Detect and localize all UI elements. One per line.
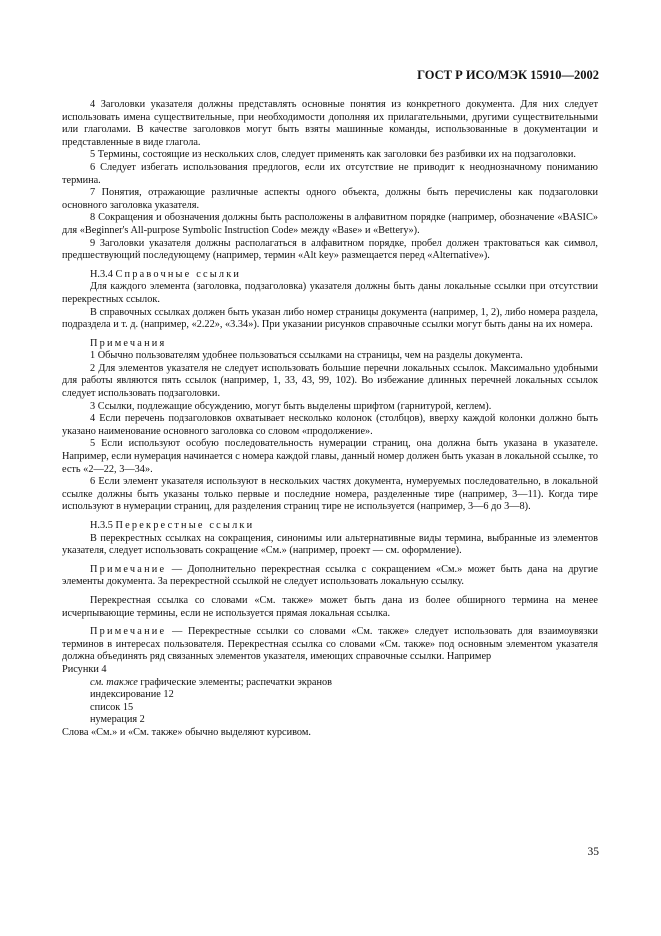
note-2: 2 Для элементов указателя не следует использовать большие перечни локальных ссылок. Максимально удобными для работы являются пять ссылок (например, 1, 33, 43, 99, 102). Во избежание длинных перечней локальных ссылок следует использовать подзаголовки. (62, 362, 598, 400)
body-text (62, 99, 598, 740)
final-sentence: Слова «См.» и «См. также» обычно выделяют курсивом. (62, 726, 311, 738)
section-h35-paragraph-1: В перекрестных ссылках на сокращения, синонимы или альтернативные виды термина, выбранные из элементов указателя, следует использовать сокращение «См.» (например, проект — см. оформление). (62, 532, 598, 557)
section-h34-paragraph-2: В справочных ссылках должен быть указан либо номер страницы документа (например, 1, 2), либо номера раздела, подраздела и т. д. (например, «2.22», «3.34»). При указании рисунков справочные ссылки могут быть даны на их номера. (62, 306, 598, 331)
paragraph-7: 7 Понятия, отражающие различные аспекты одного объекта, должны быть перечислены как подзаголовки основного заголовка указателя. (62, 187, 598, 211)
section-heading-h34 (62, 269, 598, 282)
note-label: Примечание (90, 563, 167, 575)
note-see-also (62, 626, 598, 664)
note-see (62, 564, 598, 589)
note-label: Примечание (90, 626, 167, 638)
example-list (62, 677, 598, 727)
section-number: Н.3.4 (90, 268, 113, 280)
section-title: Справочные ссылки (115, 268, 242, 280)
example-line-1-text: графические элементы; распечатки экранов (137, 676, 333, 688)
note-1: 1 Обычно пользователям удобнее пользоваться ссылками на страницы, чем на разделы документа. (90, 350, 523, 362)
note-3: 3 Ссылки, подлежащие обсуждению, могут быть выделены шрифтом (гарнитурой, кеглем). (90, 400, 492, 412)
section-h35-paragraph-2: Перекрестная ссылка со словами «См. также» может быть дана из более обширного термина на менее исчерпывающие термины, если не используется прямая локальная ссылка. (62, 594, 598, 619)
section-number: Н.3.5 (90, 520, 113, 531)
example-heading: Рисунки 4 (62, 663, 107, 675)
section-heading-h35 (62, 520, 598, 533)
example-line-4: нумерация 2 (90, 714, 145, 726)
note-4: 4 Если перечень подзаголовков охватывает несколько колонок (столбцов), вверху каждой колонки должно быть указано наименование основного заголовка со словом «продолжение». (62, 413, 598, 437)
section-title: Перекрестные ссылки (115, 520, 255, 531)
paragraph-4: 4 Заголовки указателя должны представлять основные понятия из конкретного документа. Для них следует использовать имена существительные, при необходимости дополняя их прилагательными, другими существительными или глаголами. В качестве заголовков могут быть взяты машинные команды, использованные в документации и представленные в виде глагола. (62, 99, 598, 148)
standard-header: ГОСТ Р ИСО/МЭК 15910—2002 (417, 68, 599, 82)
note-6: 6 Если элемент указателя используют в нескольких частях документа, нумеруемых последовательно, в локальной ссылке должны быть указаны только первые и последние номера, разделенные тире (например, 3—11). Когда тире используют в нумерации страниц, для разделения страниц тире не используется (например, 3—6 до 3—8). (62, 476, 598, 513)
example-line-3: список 15 (90, 701, 134, 713)
paragraph-6: 6 Следует избегать использования предлогов, если их отсутствие не приводит к неоднозначному пониманию термина. (62, 161, 598, 186)
example-line-2: индексирование 12 (90, 689, 174, 701)
notes-title: Примечания (90, 337, 167, 349)
italic-see-also: см. также (90, 676, 138, 688)
paragraph-8: 8 Сокращения и обозначения должны быть расположены в алфавитном порядке (например, обозначение «BASIC» для «Beginner's All-purpose Symbolic Instruction Code» между «Base» и «Bettery»). (62, 212, 598, 236)
section-h34-paragraph-1: Для каждого элемента (заголовка, подзаголовка) указателя должны быть даны локальные ссылки при отсутствии перекрестных ссылок. (62, 281, 598, 305)
note-5: 5 Если используют особую последовательность нумерации страниц, она должна быть указана в указателе. Например, если нумерация начинается с номера каждой главы, данный номер должен быть указан в локальной ссылке, то есть «2—22, 3—34». (62, 438, 598, 475)
note-text: — Перекрестные ссылки со словами «См. также» следует использовать для взаимоувязки терминов в интересах пользователя. Перекрестная ссылка со словами «См. также» под основным элементом указателя должна объединять ряд связанных элементов указателя, имеющих справочные ссылки. Например (62, 626, 598, 663)
note-text: — Дополнительно перекрестная ссылка с сокращением «См.» может быть дана на другие элементы документа. За перекрестной ссылкой не следует использовать локальную ссылку. (62, 563, 598, 588)
paragraph-5: 5 Термины, состоящие из нескольких слов, следует применять как заголовки без разбивки их на подзаголовки. (90, 149, 577, 161)
page-number: 35 (587, 846, 599, 858)
example-line-1 (90, 677, 598, 690)
paragraph-9: 9 Заголовки указателя должны располагаться в алфавитном порядке, пробел должен трактоваться как символ, предшествующий последующему (например, термин «Alt key» размещается перед «Alternative»). (62, 237, 598, 262)
